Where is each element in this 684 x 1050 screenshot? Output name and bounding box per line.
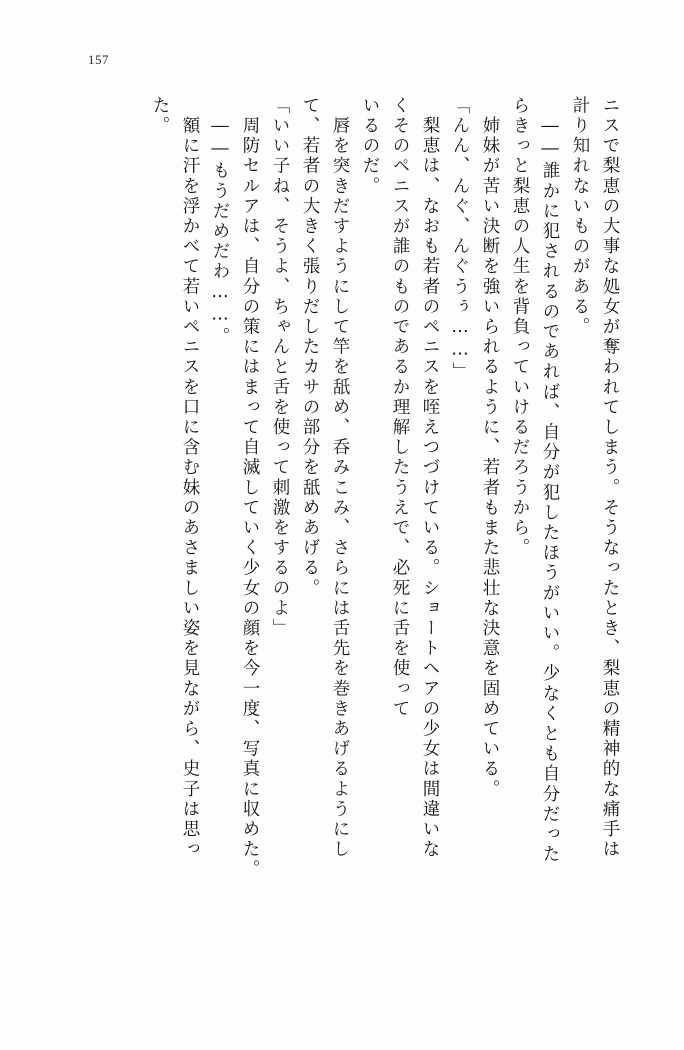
text-line: 周防セルアは、自分の策にはまって自滅していく少女の顔を今一度、写真に収めた。 <box>240 96 260 880</box>
text-line: ニスで梨恵の大事な処女が奪われてしまう。そうなったとき、梨恵の精神的な痛手は <box>600 96 620 860</box>
vertical-text-block <box>78 96 618 986</box>
text-line: 「いい子ね、そうよ、ちゃんと舌を使って刺激をするのよ」 <box>270 96 290 639</box>
page-number: 157 <box>88 52 109 67</box>
text-line: ――誰かに犯されるのであれば、自分が犯したほうがいい。少なくとも自分だった <box>540 96 560 865</box>
text-line: らきっと梨恵の人生を背負っていけるだろうから。 <box>510 96 530 559</box>
text-line: 唇を突きだすようにして竿を舐め、呑みこみ、さらには舌先を巻きあげるようにし <box>330 96 350 860</box>
text-line: いるのだ。 <box>360 96 380 197</box>
text-line: 梨恵は、なおも若者のペニスを咥えつづけている。ショートヘアの少女は間違いな <box>420 96 440 860</box>
text-line: くそのペニスが誰のものであるか理解したうえで、必死に舌を使って <box>390 96 410 720</box>
text-line: 計り知れないものがある。 <box>570 96 590 338</box>
text-line: ――もうだめだわ……。 <box>210 96 230 348</box>
text-line: 姉妹が苦い決断を強いられるように、若者もまた悲壮な決意を固めている。 <box>480 96 500 800</box>
text-line: 額に汗を浮かべて若いペニスを口に含む妹のあさましい姿を見ながら、史子は思っ <box>180 96 200 860</box>
text-line: て、若者の大きく張りだしたカサの部分を舐めあげる。 <box>300 96 320 599</box>
text-line: 「んん、んぐ、んぐうぅ……」 <box>450 96 470 383</box>
text-line: た。 <box>150 96 170 137</box>
